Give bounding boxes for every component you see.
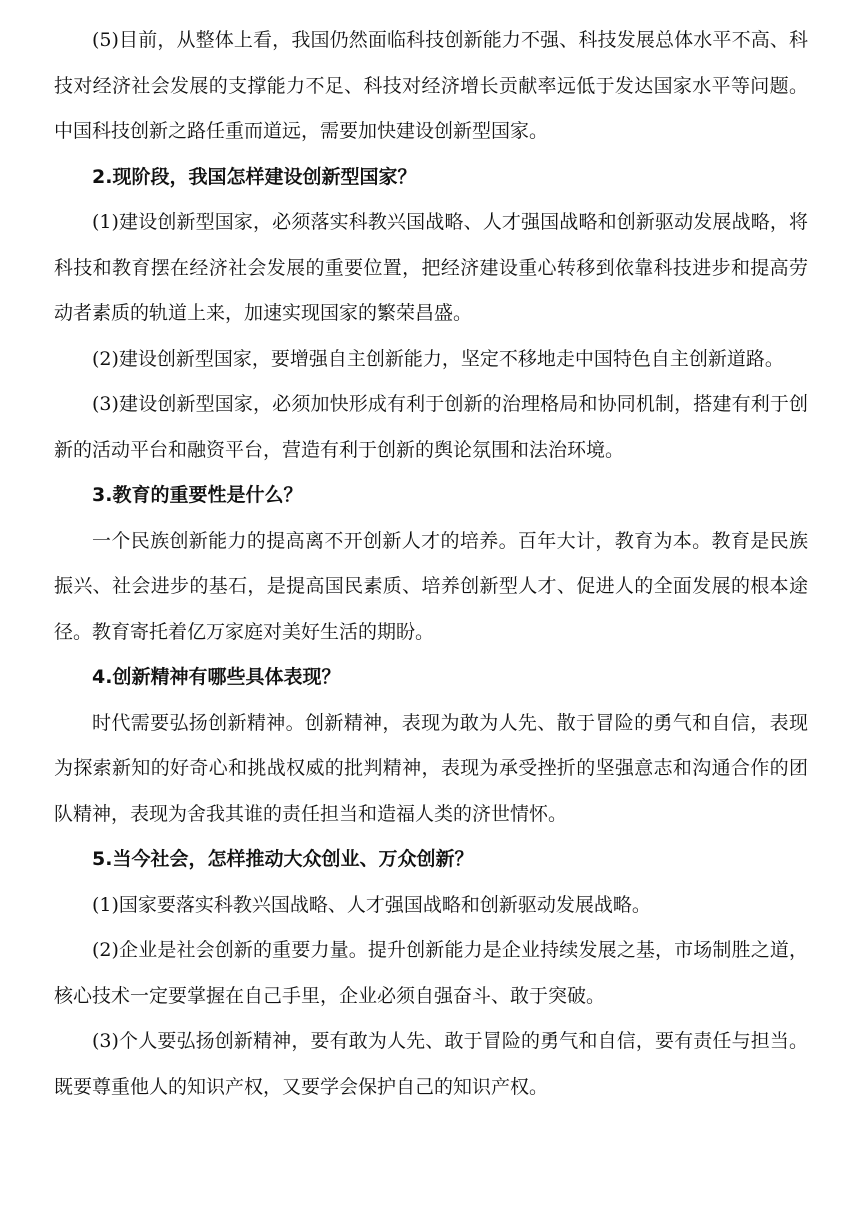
- paragraph-5-1: (1)国家要落实科教兴国战略、人才强国战略和创新驱动发展战略。: [92, 893, 651, 916]
- question-heading-2: 2.现阶段，我国怎样建设创新型国家？: [92, 165, 417, 188]
- paragraph-2-2: (2)建设创新型国家，要增强自主创新能力，坚定不移地走中国特色自主创新道路。: [92, 347, 784, 370]
- document-page: [54, 18, 808, 1110]
- paragraph-5-2: (2)企业是社会创新的重要力量。提升创新能力是企业持续发展之基，市场制胜之道，核心技术一定要掌握在自己手里，企业必须自强奋斗、敢于突破。: [54, 939, 808, 1007]
- paragraph-5-3: (3)个人要弘扬创新精神，要有敢为人先、敢于冒险的勇气和自信，要有责任与担当。既要尊重他人的知识产权，又要学会保护自己的知识产权。: [54, 1030, 808, 1098]
- question-heading-5: 5.当今社会，怎样推动大众创业、万众创新？: [92, 848, 474, 870]
- paragraph-2-1: (1)建设创新型国家，必须落实科教兴国战略、人才强国战略和创新驱动发展战略，将科技和教育摆在经济社会发展的重要位置，把经济建设重心转移到依靠科技进步和提高劳动者素质的轨道上来，加速实现国家的繁荣昌盛。: [54, 211, 808, 324]
- question-heading-3: 3.教育的重要性是什么？: [92, 484, 303, 506]
- paragraph-2-3: (3)建设创新型国家，必须加快形成有利于创新的治理格局和协同机制，搭建有利于创新的活动平台和融资平台，营造有利于创新的舆论氛围和法治环境。: [54, 393, 808, 461]
- paragraph-5-current-situation: (5)目前，从整体上看，我国仍然面临科技创新能力不强、科技发展总体水平不高、科技对经济社会发展的支撑能力不足、科技对经济增长贡献率远低于发达国家水平等问题。中国科技创新之路任重而道远，需要加快建设创新型国家。: [54, 29, 808, 142]
- paragraph-3: 一个民族创新能力的提高离不开创新人才的培养。百年大计，教育为本。教育是民族振兴、社会进步的基石，是提高国民素质、培养创新型人才、促进人的全面发展的根本途径。教育寄托着亿万家庭对美好生活的期盼。: [54, 529, 808, 643]
- paragraph-4: 时代需要弘扬创新精神。创新精神，表现为敢为人先、散于冒险的勇气和自信，表现为探索新知的好奇心和挑战权威的批判精神，表现为承受挫折的坚强意志和沟通合作的团队精神，表现为舍我其谁的责任担当和造福人类的济世情怀。: [54, 711, 808, 825]
- question-heading-4: 4.创新精神有哪些具体表现？: [92, 666, 341, 688]
